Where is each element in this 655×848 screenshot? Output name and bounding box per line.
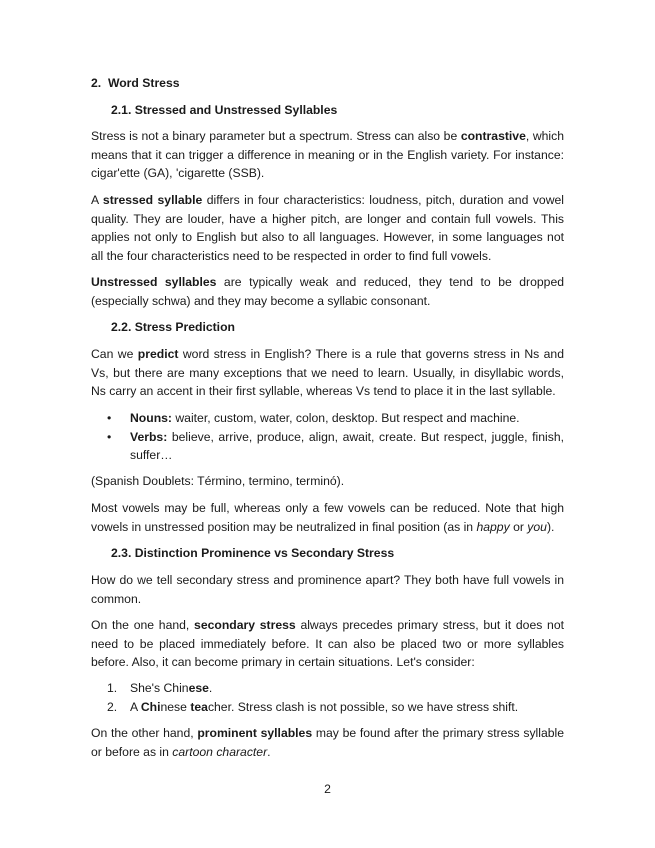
list-item: 2. A Chinese teacher. Stress clash is not possible, so we have stress shift. [91, 698, 564, 717]
list-item: 1. She's Chinese. [91, 679, 564, 698]
subsection-heading-2-3: 2.3. Distinction Prominence vs Secondary Stress [111, 546, 395, 560]
paragraph-stress-prediction: Can we predict word stress in English? There is a rule that governs stress in Ns and Vs, but there are many exceptions that we need to learn. Usually, in disyllabic words, Ns carry an accent in their first syllable, whereas Vs tend to place it in the last syllable. [91, 347, 564, 398]
list-item: • Verbs: believe, arrive, produce, align, await, create. But respect, juggle, finish, suffer… [107, 429, 564, 462]
paragraph-spanish-doublets: (Spanish Doublets: Término, termino, terminó). [91, 474, 345, 488]
list-number: 2. [107, 699, 118, 714]
numbered-list [91, 679, 564, 716]
paragraph-secondary-vs-prominence: How do we tell secondary stress and prominence apart? They both have full vowels in common. [91, 573, 564, 606]
section-title: Word Stress [107, 76, 180, 90]
paragraph-secondary-stress: On the one hand, secondary stress always precedes primary stress, but it does not need to be placed immediately before. It can also be placed two or more syllables before. Also, it can become primary in certain situations. Let's consider: [91, 618, 565, 669]
paragraph-unstressed-syllables: Unstressed syllables are typically weak and reduced, they tend to be dropped (especially schwa) and they may become a syllabic consonant. [91, 275, 564, 308]
bullet-list [91, 409, 564, 465]
paragraph-stress-spectrum: Stress is not a binary parameter but a spectrum. Stress can also be contrastive, which means that it can trigger a difference in meaning or in the English variety. For instance: cigar'ette (GA), 'cigarette (SSB). [91, 129, 564, 180]
bullet-icon: • [107, 411, 112, 425]
subsection-heading-2-1: 2.1. Stressed and Unstressed Syllables [111, 103, 338, 117]
subsection-heading-2-2: 2.2. Stress Prediction [111, 320, 235, 334]
paragraph-full-vowels: Most vowels may be full, whereas only a few vowels can be reduced. Note that high vowels in unstressed position may be neutralized in final position (as in happy or you). [91, 501, 564, 534]
list-number: 1. [107, 681, 118, 695]
list-item: • Nouns: waiter, custom, water, colon, desktop. But respect and machine. [91, 409, 564, 428]
page-number: 2 [324, 782, 331, 796]
section-heading [91, 74, 564, 93]
paragraph-stressed-syllable: A stressed syllable differs in four characteristics: loudness, pitch, duration and vowel quality. They are louder, have a higher pitch, are longer and contain full vowels. This applies not only to English but also to all languages. However, in some languages not all the four characteristics need to be respected in order to find full vowels. [91, 193, 564, 263]
bullet-icon: • [107, 429, 112, 444]
paragraph-prominent-syllables: On the other hand, prominent syllables may be found after the primary stress syllable or before as in cartoon character. [91, 726, 564, 759]
section-number: 2. [91, 76, 102, 90]
